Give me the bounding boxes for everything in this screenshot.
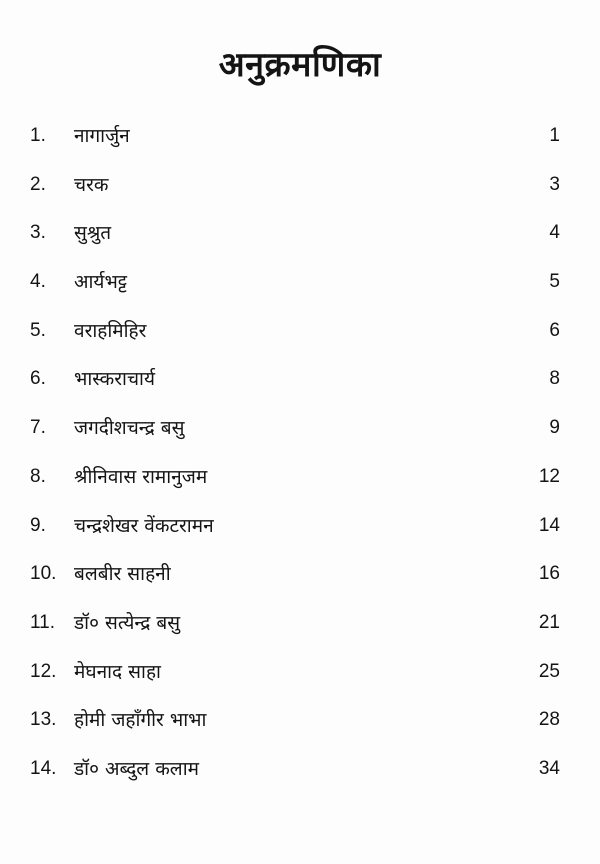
entry-title: चन्द्रशेखर वेंकटरामन — [74, 514, 214, 537]
toc-entry-13 — [30, 696, 560, 745]
entry-page-number: 34 — [538, 757, 560, 779]
entry-title: भास्कराचार्य — [74, 368, 155, 391]
entry-page-number: 25 — [538, 660, 560, 682]
entry-title: बलबीर साहनी — [74, 563, 171, 586]
entry-number: 4. — [30, 271, 46, 293]
entry-page-number: 16 — [538, 563, 560, 585]
toc-entry-7 — [30, 404, 560, 453]
entry-title: चरक — [74, 173, 109, 196]
entry-number: 8. — [30, 465, 46, 487]
entry-page-number: 12 — [538, 465, 560, 487]
entry-number: 5. — [30, 319, 46, 341]
entry-page-number: 3 — [549, 173, 560, 195]
toc-entry-6 — [30, 355, 560, 404]
entry-title: वराहमिहिर — [74, 319, 147, 342]
entry-page-number: 14 — [538, 514, 560, 536]
entry-page-number: 4 — [549, 222, 560, 244]
entry-page-number: 1 — [549, 125, 560, 146]
toc-entry-3 — [30, 209, 560, 258]
page-title: अनुक्रमणिका — [218, 45, 382, 85]
entry-number: 14. — [30, 757, 57, 779]
entry-title: नागार्जुन — [74, 125, 130, 147]
entry-number: 3. — [30, 222, 46, 244]
toc-entry-8 — [30, 453, 560, 502]
entry-number: 11. — [30, 611, 56, 633]
entry-page-number: 6 — [549, 319, 560, 341]
entry-page-number: 28 — [538, 709, 560, 731]
entry-page-number: 9 — [549, 417, 560, 439]
toc-entry-9 — [30, 502, 560, 551]
entry-number: 12. — [30, 660, 57, 682]
entry-page-number: 21 — [538, 611, 560, 633]
toc-entry-5 — [30, 307, 560, 356]
entry-number: 7. — [30, 417, 46, 439]
entry-number: 13. — [30, 709, 57, 731]
entry-number: 1. — [30, 125, 46, 146]
toc-entry-2 — [30, 161, 560, 210]
entry-title: डॉ० अब्दुल कलाम — [74, 757, 199, 780]
entry-title: आर्यभट्ट — [74, 271, 128, 294]
entry-title: सुश्रुत — [74, 222, 112, 245]
toc-entry-14 — [30, 745, 560, 794]
toc-entry-11 — [30, 599, 560, 648]
table-of-contents — [30, 112, 560, 794]
toc-entry-4 — [30, 258, 560, 307]
entry-number: 9. — [30, 514, 46, 536]
toc-entry-10 — [30, 550, 560, 599]
toc-entry-12 — [30, 648, 560, 697]
entry-number: 2. — [30, 173, 46, 195]
entry-title: श्रीनिवास रामानुजम — [74, 465, 208, 488]
entry-title: डॉ० सत्येन्द्र बसु — [74, 611, 181, 634]
entry-page-number: 5 — [549, 271, 560, 293]
toc-entry-1 — [30, 112, 560, 161]
entry-number: 6. — [30, 368, 46, 390]
entry-number: 10. — [30, 563, 57, 585]
entry-title: जगदीशचन्द्र बसु — [74, 417, 185, 440]
entry-page-number: 8 — [549, 368, 560, 390]
entry-title: होमी जहाँगीर भाभा — [74, 709, 207, 732]
entry-title: मेघनाद साहा — [74, 660, 161, 683]
